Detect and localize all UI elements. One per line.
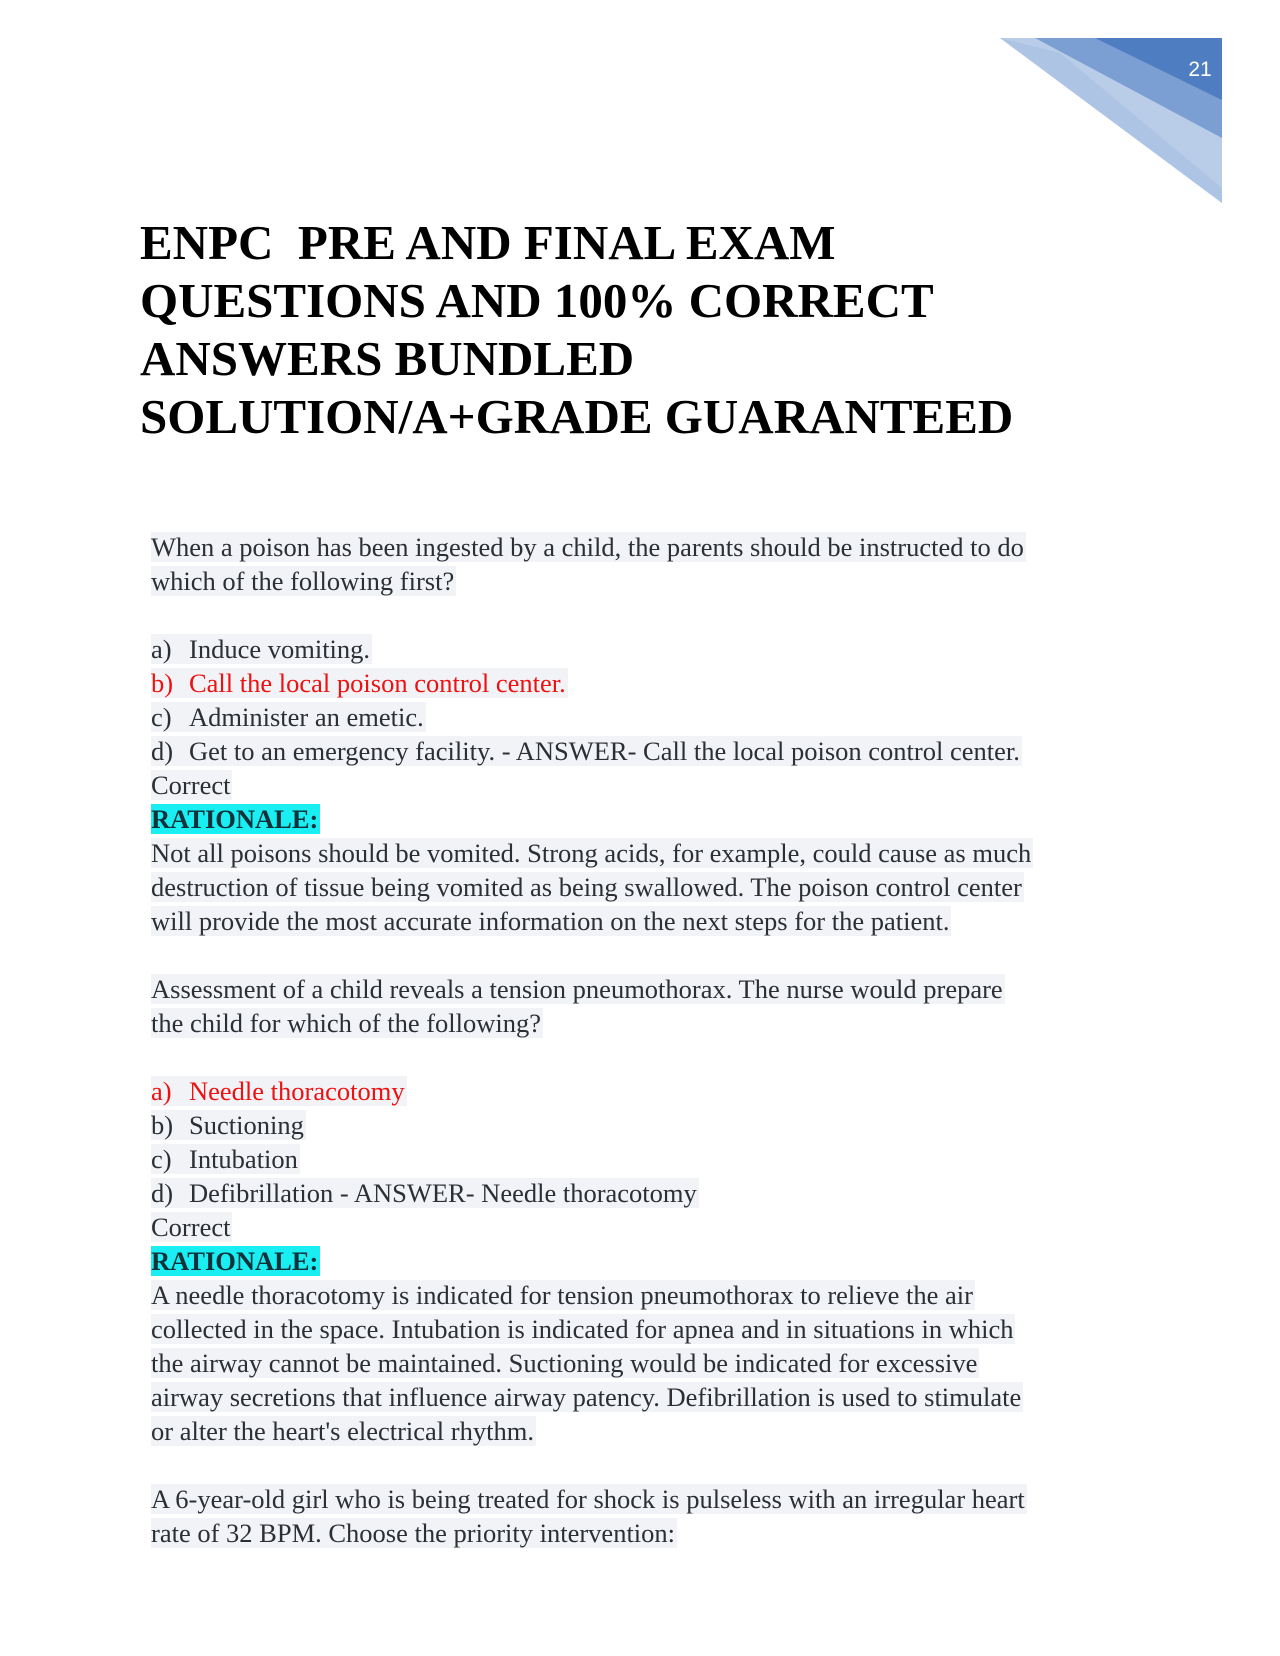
answer-option-correct	[151, 1074, 1131, 1108]
rationale-text: Not all poisons should be vomited. Strong acids, for example, could cause as much	[151, 838, 1032, 868]
question-stem: Assessment of a child reveals a tension pneumothorax. The nurse would prepare	[151, 974, 1003, 1004]
question-stem: the child for which of the following?	[151, 1008, 542, 1038]
answer-option	[151, 1176, 1131, 1210]
rationale-text: collected in the space. Intubation is indicated for apnea and in situations in which	[151, 1314, 1014, 1344]
option-text: Needle thoracotomy	[189, 1076, 405, 1106]
option-text: Defibrillation - ANSWER- Needle thoracotomy	[189, 1178, 697, 1208]
option-text: Intubation	[189, 1144, 298, 1174]
rationale-label: RATIONALE:	[151, 804, 319, 834]
question-stem: A 6-year-old girl who is being treated for shock is pulseless with an irregular heart	[151, 1484, 1025, 1514]
rationale-text: or alter the heart's electrical rhythm.	[151, 1416, 534, 1446]
answer-status: Correct	[151, 1212, 231, 1242]
option-text: Administer an emetic.	[189, 702, 424, 732]
option-letter: c)	[151, 1144, 172, 1174]
question-stem: When a poison has been ingested by a child, the parents should be instructed to do	[151, 532, 1024, 562]
title-line: ANSWERS BUNDLED	[140, 331, 635, 386]
page-number: 21	[1188, 58, 1212, 81]
rationale-text: will provide the most accurate information on the next steps for the patient.	[151, 906, 950, 936]
option-letter: a)	[151, 1076, 172, 1106]
option-text: Call the local poison control center.	[189, 668, 566, 698]
rationale-text: A needle thoracotomy is indicated for tension pneumothorax to relieve the air	[151, 1280, 973, 1310]
rationale-text: destruction of tissue being vomited as being swallowed. The poison control center	[151, 872, 1022, 902]
answer-status: Correct	[151, 770, 231, 800]
question-stem: rate of 32 BPM. Choose the priority intervention:	[151, 1518, 676, 1548]
option-letter: c)	[151, 702, 172, 732]
answer-option	[151, 632, 1131, 666]
document-title	[140, 214, 1140, 446]
answer-option	[151, 1108, 1131, 1142]
option-letter: d)	[151, 736, 174, 766]
rationale-label: RATIONALE:	[151, 1246, 319, 1276]
answer-option	[151, 700, 1131, 734]
question-3	[151, 1482, 1131, 1550]
title-line: ENPC PRE AND FINAL EXAM	[140, 215, 836, 270]
document-body	[151, 530, 1131, 1550]
question-stem: which of the following first?	[151, 566, 455, 596]
title-line: SOLUTION/A+GRADE GUARANTEED	[140, 389, 1014, 444]
option-letter: a)	[151, 634, 172, 664]
option-text: Get to an emergency facility. - ANSWER- Call the local poison control center.	[189, 736, 1020, 766]
answer-option	[151, 734, 1131, 768]
question-2	[151, 972, 1131, 1448]
question-1	[151, 530, 1131, 938]
title-line: QUESTIONS AND 100% CORRECT	[140, 273, 934, 328]
option-letter: d)	[151, 1178, 174, 1208]
rationale-text: airway secretions that influence airway patency. Defibrillation is used to stimulate	[151, 1382, 1022, 1412]
answer-option-correct	[151, 666, 1131, 700]
option-text: Suctioning	[189, 1110, 304, 1140]
option-letter: b)	[151, 668, 174, 698]
rationale-text: the airway cannot be maintained. Suctioning would be indicated for excessive	[151, 1348, 978, 1378]
option-letter: b)	[151, 1110, 174, 1140]
option-text: Induce vomiting.	[189, 634, 371, 664]
answer-option	[151, 1142, 1131, 1176]
